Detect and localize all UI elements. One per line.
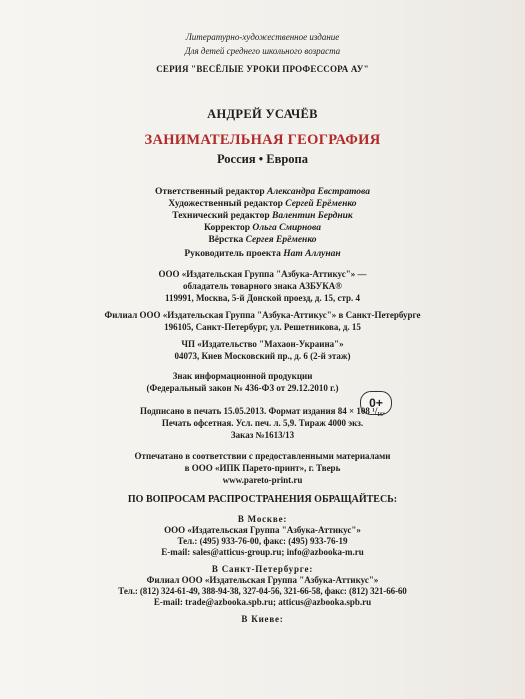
info-sign-line-2: (Федеральный закон № 436-ФЗ от 29.12.2010 г.) — [146, 383, 339, 393]
age-rating-badge: 0+ — [360, 391, 392, 415]
moscow-line-1: ООО «Издательская Группа "Азбука-Аттикус"» — [164, 525, 361, 535]
printed-line-2: в ООО «ИПК Парето-принт», г. Тверь — [184, 463, 341, 473]
publisher-line-3: 119991, Москва, 5-й Донской проезд, д. 15, стр. 4 — [164, 293, 360, 303]
book-subtitle: Россия • Европа — [216, 152, 308, 166]
kiev-city: В Киеве: — [241, 614, 284, 624]
credit-row: Корректор Ольга Смирнова — [204, 223, 321, 233]
info-sign-line-1: Знак информационной продукции — [172, 371, 313, 381]
credit-row: Технический редактор Валентин Бердник — [172, 211, 353, 221]
spb-line-2: Тел.: (812) 324-61-49, 388-94-38, 327-04-56, 321-66-58, факс: (812) 321-66-60 — [118, 586, 407, 596]
credit-row: Ответственный редактор Александра Евстратова — [155, 187, 370, 197]
print-info-line-1: Подписано в печать 15.05.2013. Формат издания 84 × 108 ¹/₁₆. — [139, 406, 386, 416]
credit-row: Художественный редактор Сергей Ерёменко — [168, 199, 357, 209]
audience-line: Для детей среднего школьного возраста — [184, 46, 341, 56]
printed-line-1: Отпечатано в соответствии с предоставленными материалами — [134, 451, 391, 461]
print-info-line-3: Заказ №1613/13 — [230, 430, 295, 440]
printed-line-3: www.pareto-print.ru — [222, 475, 303, 485]
ukraine-publisher-line-1: ЧП «Издательство "Махаон-Украина"» — [181, 339, 344, 349]
publisher-line-1: ООО «Издательская Группа "Азбука-Аттикус"» — — [158, 269, 367, 279]
spb-city: В Санкт-Петербурге: — [211, 564, 314, 574]
book-title: ЗАНИМАТЕЛЬНАЯ ГЕОГРАФИЯ — [144, 132, 381, 148]
credit-row: Вёрстка Сергея Ерёменко — [208, 235, 317, 245]
distribution-heading: ПО ВОПРОСАМ РАСПРОСТРАНЕНИЯ ОБРАЩАЙТЕСЬ: — [127, 494, 398, 505]
author-name: АНДРЕЙ УСАЧЁВ — [207, 107, 318, 121]
credits-block — [0, 186, 525, 246]
spb-line-3: E-mail: trade@azbooka.spb.ru; atticus@azbooka.spb.ru — [153, 597, 372, 607]
spb-line-1: Филиал ООО «Издательская Группа "Азбука-Аттикус"» — [146, 575, 379, 585]
series-line: СЕРИЯ "ВЕСЁЛЫЕ УРОКИ ПРОФЕССОРА АУ" — [156, 64, 369, 74]
ukraine-publisher-line-2: 04073, Киев Московский пр., д. 6 (2-й этаж) — [174, 351, 351, 361]
branch-line-1: Филиал ООО «Издательская Группа "Азбука-Аттикус"» в Санкт-Петербурге — [104, 310, 421, 320]
branch-line-2: 196105, Санкт-Петербург, ул. Решетникова, д. 15 — [164, 322, 361, 332]
project-lead: Руководитель проекта Нат Аллунан — [184, 249, 341, 259]
moscow-line-3: E-mail: sales@atticus-group.ru; info@azbooka-m.ru — [161, 547, 364, 557]
moscow-line-2: Тел.: (495) 933-76-00, факс: (495) 933-76-19 — [177, 536, 348, 546]
publisher-line-2: обладатель товарного знака АЗБУКА® — [183, 281, 342, 291]
print-info-line-2: Печать офсетная. Усл. печ. л. 5,9. Тираж 4000 экз. — [161, 418, 364, 428]
moscow-city: В Москве: — [237, 514, 288, 524]
genre-line: Литературно-художественное издание — [185, 32, 340, 42]
